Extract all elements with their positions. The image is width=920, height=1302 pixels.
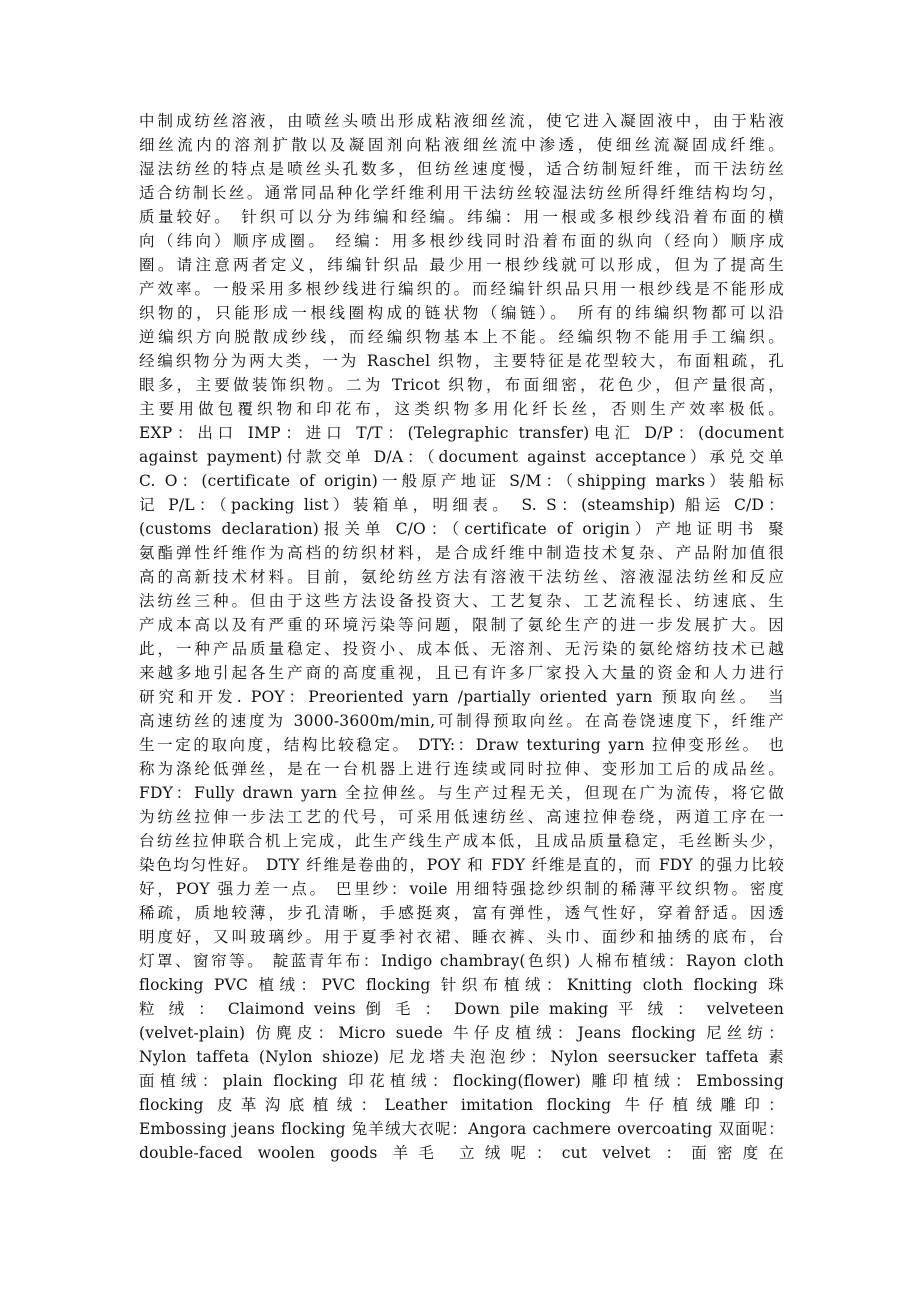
text-line: 粒 绒 ： Claimond veins 倒 毛 ： Down pile making 平 绒 ： velveteen	[139, 1000, 784, 1018]
text-line: Embossing jeans flocking 兔羊绒大衣呢：Angora cachmere overcoating 双面呢：	[139, 1120, 784, 1138]
text-line: flocking PVC 植绒：PVC flocking 针织布植绒：Knitting cloth flocking 珠	[139, 976, 784, 994]
text-line: 湿法纺丝的特点是喷丝头孔数多，但纺丝速度慢，适合纺制短纤维，而干法纺丝	[139, 160, 784, 178]
text-line: 质量较好。 针织可以分为纬编和经编。纬编：用一根或多根纱线沿着布面的横	[139, 208, 784, 226]
text-line: 来越多地引起各生产商的高度重视，且已有许多厂家投入大量的资金和人力进行	[139, 664, 784, 682]
text-line: 眼多，主要做装饰织物。二为 Tricot 织物，布面细密，花色少，但产量很高，	[139, 376, 784, 394]
text-line: 高的高新技术材料。目前，氨纶纺丝方法有溶液干法纺丝、溶液湿法纺丝和反应	[139, 568, 784, 586]
text-line: 细丝流内的溶剂扩散以及凝固剂向粘液细丝流中渗透，使细丝流凝固成纤维。	[139, 136, 784, 154]
text-line: 稀疏，质地较薄，步孔清晰，手感挺爽，富有弹性，透气性好，穿着舒适。因透	[139, 904, 784, 922]
text-line: 向（纬向）顺序成圈。 经编：用多根纱线同时沿着布面的纵向（经向）顺序成	[139, 232, 784, 250]
text-line: 灯罩、窗帘等。 靛蓝青年布：Indigo chambray(色织) 人棉布植绒：Rayon cloth	[139, 952, 784, 970]
text-line: 高速纺丝的速度为 3000-3600m/min,可制得预取向丝。在高卷饶速度下，纤维产	[139, 712, 784, 730]
text-line: 产成本高以及有严重的环境污染等问题，限制了氨纶生产的进一步发展扩大。因	[139, 616, 784, 634]
text-line: 台纺丝拉伸联合机上完成，此生产线生产成本低，且成品质量稳定，毛丝断头少，	[139, 832, 784, 850]
text-line: EXP：出口 IMP：进口 T/T：(Telegraphic transfer)电汇 D/P：(document	[139, 424, 784, 442]
text-line: 称为涤纶低弹丝，是在一台机器上进行连续或同时拉伸、变形加工后的成品丝。	[139, 760, 784, 778]
text-line: 为纺丝拉伸一步法工艺的代号，可采用低速纺丝、高速拉伸卷绕，两道工序在一	[139, 808, 784, 826]
text-line: 产效率。一般采用多根纱线进行编织的。而经编针织品只用一根纱线是不能形成	[139, 280, 784, 298]
text-line: 圈。请注意两者定义，纬编针织品 最少用一根纱线就可以形成，但为了提高生	[139, 256, 784, 274]
text-line: FDY：Fully drawn yarn 全拉伸丝。与生产过程无关，但现在广为流传，将它做	[139, 784, 784, 802]
text-line: against payment)付款交单 D/A：（document against acceptance）承兑交单	[139, 448, 784, 466]
text-line: 此，一种产品质量稳定、投资小、成本低、无溶剂、无污染的氨纶熔纺技术已越	[139, 640, 784, 658]
text-line: 研究和开发. POY：Preoriented yarn /partially oriented yarn 预取向丝。 当	[139, 688, 784, 706]
text-line: Nylon taffeta (Nylon shioze) 尼龙塔夫泡泡纱：Nylon seersucker taffeta 素	[139, 1048, 784, 1066]
text-line: 织物的，只能形成一根线圈构成的链状物（编链）。 所有的纬编织物都可以沿	[139, 304, 784, 322]
document-page	[139, 109, 784, 1165]
text-line: 中制成纺丝溶液，由喷丝头喷出形成粘液细丝流，使它进入凝固液中，由于粘液	[139, 112, 784, 130]
text-line: 法纺丝三种。但由于这些方法设备投资大、工艺复杂、工艺流程长、纺速底、生	[139, 592, 784, 610]
text-line: (customs declaration)报关单 C/O：（certificate of origin）产地证明书 聚	[139, 520, 784, 538]
text-line: double-faced woolen goods 羊毛 立绒呢：cut velvet ：面密度在	[139, 1144, 784, 1162]
text-line: 主要用做包覆织物和印花布，这类织物多用化纤长丝，否则生产效率极低。	[139, 400, 784, 418]
text-line: 好，POY 强力差一点。 巴里纱：voile 用细特强捻纱织制的稀薄平纹织物。密度	[139, 880, 784, 898]
text-line: 明度好，又叫玻璃纱。用于夏季衬衣裙、睡衣裤、头巾、面纱和抽绣的底布，台	[139, 928, 784, 946]
text-line: 氨酯弹性纤维作为高档的纺织材料，是合成纤维中制造技术复杂、产品附加值很	[139, 544, 784, 562]
text-line: 面植绒：plain flocking 印花植绒：flocking(flower) 雕印植绒：Embossing	[139, 1072, 784, 1090]
text-line: 经编织物分为两大类，一为 Raschel 织物，主要特征是花型较大，布面粗疏，孔	[139, 352, 784, 370]
text-line: C. O：(certificate of origin)一般原产地证 S/M：（shipping marks）装船标	[139, 472, 784, 490]
text-line: flocking 皮革沟底植绒：Leather imitation flocking 牛仔植绒雕印：	[139, 1096, 784, 1114]
text-line: 生一定的取向度，结构比较稳定。 DTY:：Draw texturing yarn 拉伸变形丝。 也	[139, 736, 784, 754]
text-line: (velvet-plain) 仿麂皮：Micro suede 牛仔皮植绒：Jeans flocking 尼丝纺：	[139, 1024, 784, 1042]
text-line: 适合纺制长丝。通常同品种化学纤维利用干法纺丝较湿法纺丝所得纤维结构均匀，	[139, 184, 784, 202]
text-line: 染色均匀性好。 DTY 纤维是卷曲的，POY 和 FDY 纤维是直的，而 FDY 的强力比较	[139, 856, 784, 874]
text-line: 记 P/L：（packing list）装箱单，明细表。 S. S：(steamship) 船运 C/D：	[139, 496, 784, 514]
text-line: 逆编织方向脱散成纱线，而经编织物基本上不能。经编织物不能用手工编织。	[139, 328, 784, 346]
